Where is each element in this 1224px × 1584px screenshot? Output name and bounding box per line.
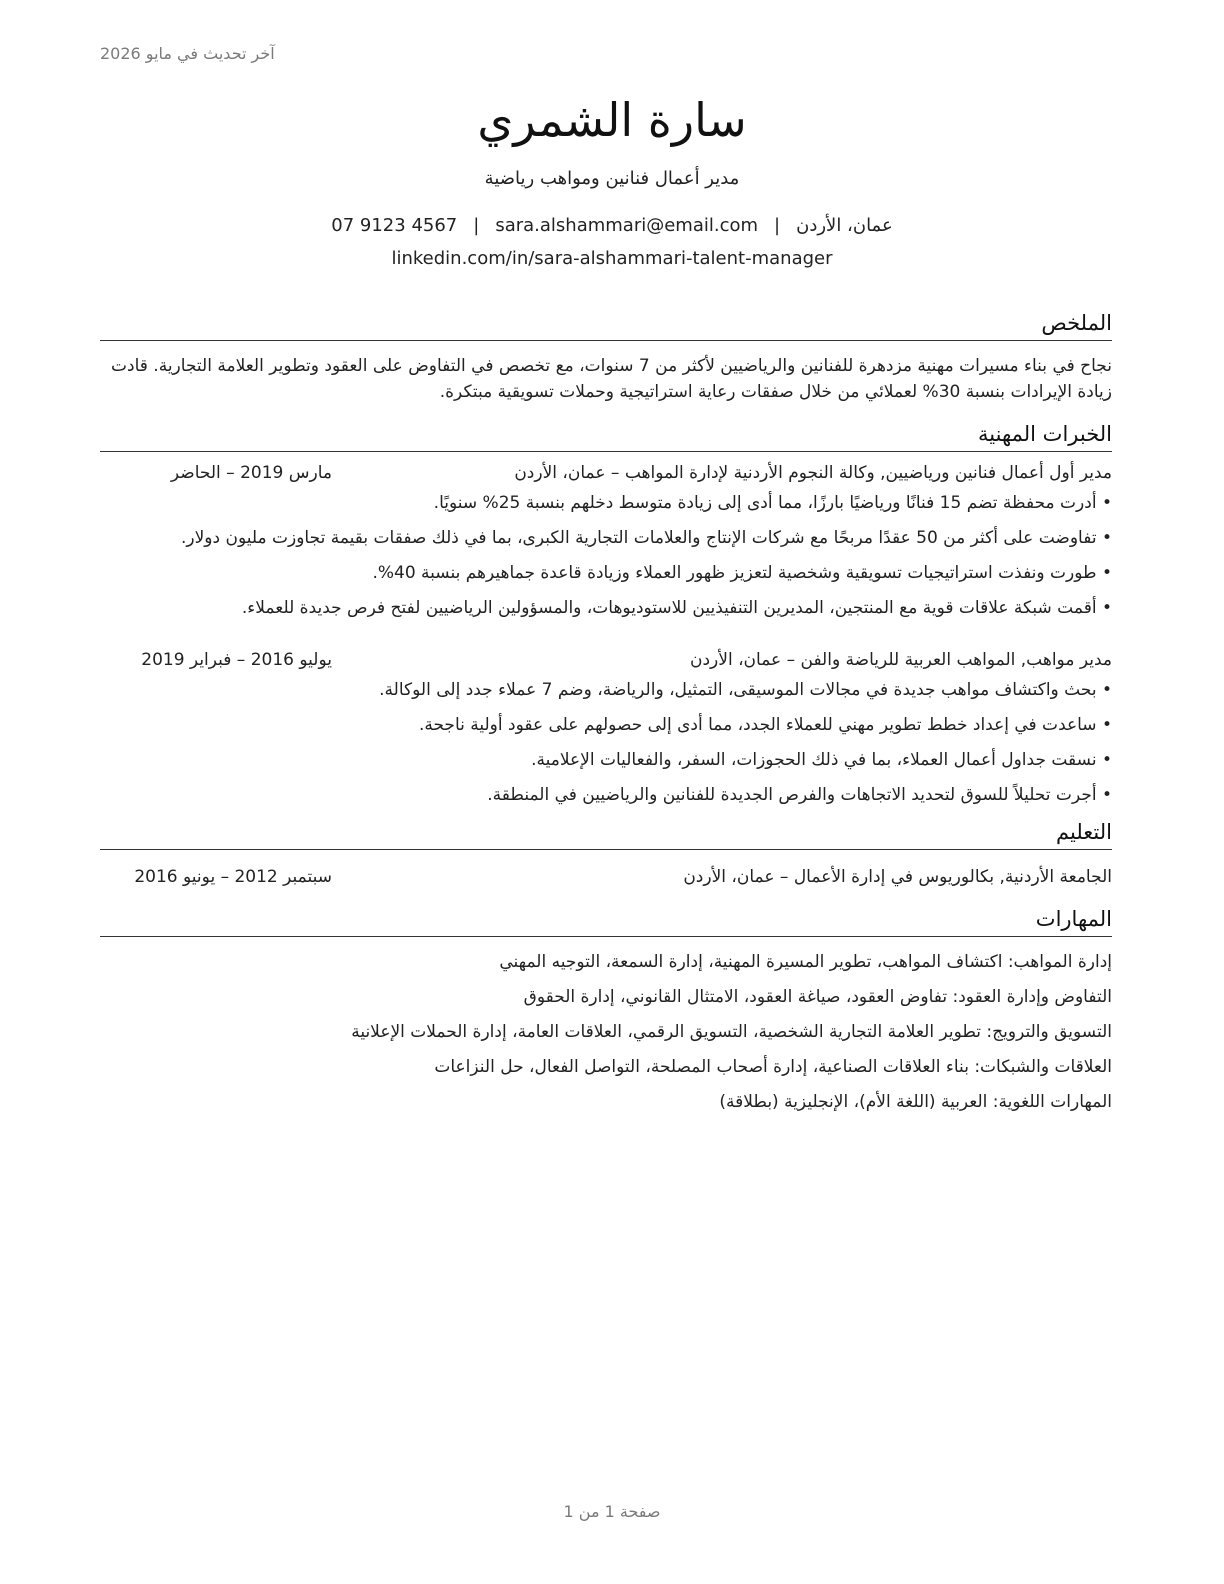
job-bullet: • أدرت محفظة تضم 15 فنانًا ورياضيًا بارزًا، مما أدى إلى زيادة متوسط دخلهم بنسبة 25% سنويًا.	[100, 490, 1112, 516]
job-dates: مارس 2019 – الحاضر	[170, 463, 332, 483]
job-bullet: • طورت ونفذت استراتيجيات تسويقية وشخصية لتعزيز ظهور العملاء وزيادة قاعدة جماهيرهم بنسبة 40%.	[100, 560, 1112, 586]
education-dates: سبتمبر 2012 – يونيو 2016	[134, 867, 332, 887]
job-bullet: • أقمت شبكة علاقات قوية مع المنتجين، المديرين التنفيذيين للاستوديوهات، والمسؤولين الرياضيين لفتح فرص جديدة للعملاء.	[100, 595, 1112, 621]
contact-separator: |	[473, 215, 480, 236]
job-dates: يوليو 2016 – فبراير 2019	[141, 650, 332, 670]
contact-email[interactable]: sara.alshammari@email.com	[495, 215, 759, 236]
job-title: مدير أول أعمال فنانين ورياضيين, وكالة النجوم الأردنية لإدارة المواهب – عمان، الأردن	[514, 463, 1112, 483]
education-title: الجامعة الأردنية, بكالوريوس في إدارة الأعمال – عمان، الأردن	[683, 867, 1112, 887]
job-bullet: • نسقت جداول أعمال العملاء، بما في ذلك الحجوزات، السفر، والفعاليات الإعلامية.	[100, 747, 1112, 773]
resume-body	[100, 308, 1112, 1124]
job-bullet: • ساعدت في إعداد خطط تطوير مهني للعملاء الجدد، مما أدى إلى حصولهم على عقود أولية ناجحة.	[100, 712, 1112, 738]
candidate-title: مدير أعمال فنانين ومواهب رياضية	[484, 168, 740, 189]
skill-line: التفاوض وإدارة العقود: تفاوض العقود، صياغة العقود، الامتثال القانوني، إدارة الحقوق	[523, 987, 1112, 1007]
job-bullets	[100, 490, 1112, 621]
candidate-name: سارة الشمري	[477, 93, 747, 147]
job-header	[100, 460, 1112, 486]
job-header	[100, 647, 1112, 673]
skill-line: إدارة المواهب: اكتشاف المواهب، تطوير المسيرة المهنية، إدارة السمعة، التوجيه المهني	[499, 952, 1112, 972]
experience-heading: الخبرات المهنية	[100, 419, 1112, 452]
job-entry	[100, 647, 1112, 808]
skill-line: التسويق والترويج: تطوير العلامة التجارية الشخصية، التسويق الرقمي، العلاقات العامة، إدارة الحملات الإعلانية	[351, 1022, 1112, 1042]
contact-location: عمان، الأردن	[796, 215, 893, 236]
job-bullets	[100, 677, 1112, 808]
summary-heading: الملخص	[100, 308, 1112, 341]
page-number: صفحة 1 من 1	[563, 1502, 661, 1521]
skill-line: المهارات اللغوية: العربية (اللغة الأم)، الإنجليزية (بطلاقة)	[719, 1092, 1112, 1112]
job-entry	[100, 460, 1112, 621]
summary-text: نجاح في بناء مسيرات مهنية مزدهرة للفنانين والرياضيين لأكثر من 7 سنوات، مع تخصص في التفاوض على العقود وتطوير العلامة التجارية. قادت زيادة الإيرادات بنسبة 30% لعملائي من خلال صفقات رعاية استراتيجية وحملات تسويقية مبتكرة.	[111, 356, 1112, 402]
contact-line	[0, 215, 1224, 236]
job-title: مدير مواهب, المواهب العربية للرياضة والفن – عمان، الأردن	[689, 650, 1112, 670]
contact-phone: 07 9123 4567	[331, 215, 458, 236]
job-bullet: • بحث واكتشاف مواهب جديدة في مجالات الموسيقى، التمثيل، والرياضة، وضم 7 عملاء جدد إلى الوكالة.	[100, 677, 1112, 703]
skills-heading: المهارات	[100, 904, 1112, 937]
linkedin-link[interactable]: linkedin.com/in/sara-alshammari-talent-manager	[391, 248, 833, 269]
contact-separator: |	[774, 215, 781, 236]
education-heading: التعليم	[100, 817, 1112, 850]
resume-header	[0, 88, 1224, 269]
skill-line: العلاقات والشبكات: بناء العلاقات الصناعية، إدارة أصحاب المصلحة، التواصل الفعال، حل النزاعات	[434, 1057, 1112, 1077]
education-entry	[100, 864, 1112, 890]
job-bullet: • أجرت تحليلاً للسوق لتحديد الاتجاهات والفرص الجديدة للفنانين والرياضيين في المنطقة.	[100, 782, 1112, 808]
last-updated-note: آخر تحديث في مايو 2026	[100, 44, 275, 63]
job-bullet: • تفاوضت على أكثر من 50 عقدًا مربحًا مع شركات الإنتاج والعلامات التجارية الكبرى، بما في ذلك صفقات بقيمة تجاوزت مليون دولار.	[100, 525, 1112, 551]
skills-list	[100, 949, 1112, 1115]
